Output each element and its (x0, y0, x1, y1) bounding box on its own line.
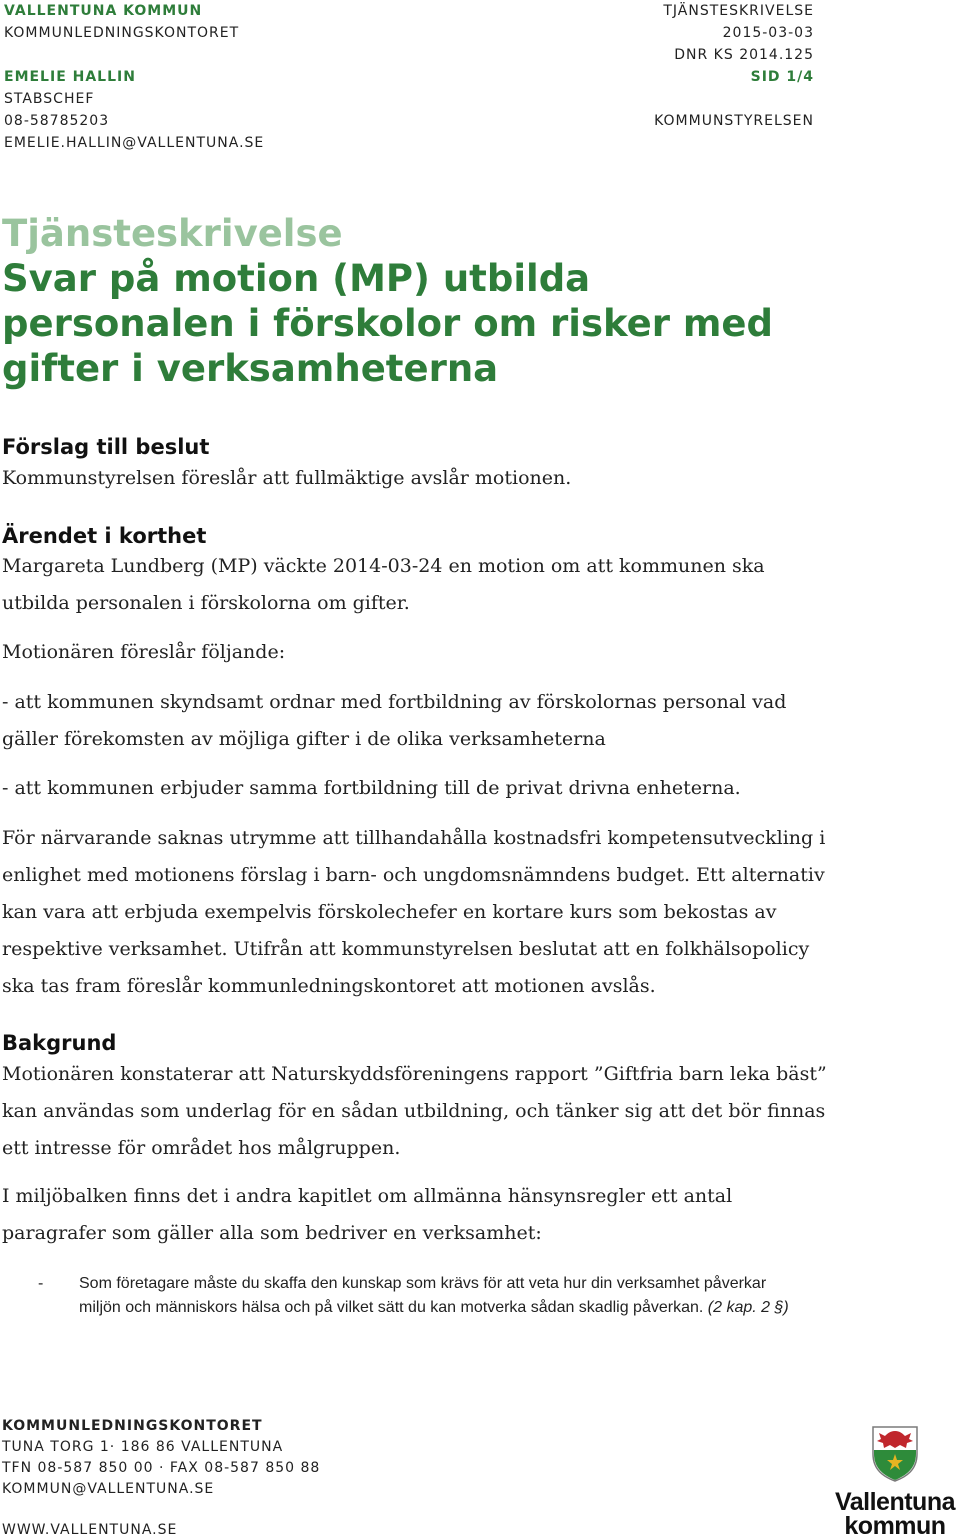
footer-address: TUNA TORG 1· 186 86 VALLENTUNA (2, 1439, 284, 1455)
forslag-text: Kommunstyrelsen föreslår att fullmäktige avslår motionen. (2, 467, 572, 489)
paragraph: I miljöbalken finns det i andra kapitlet om allmänna hänsynsregler ett antal paragrafer som gäller alla som bedriver en verksamhet: (2, 1185, 733, 1244)
title-line: personalen i förskolor om risker med (2, 302, 773, 345)
author-phone: 08-58785203 (4, 113, 110, 129)
section-heading-arendet: Ärendet i korthet (2, 524, 207, 548)
quote-text (79, 1272, 799, 1320)
paragraph: Motionären föreslår följande: (2, 641, 286, 663)
doc-type-heading: Tjänsteskrivelse (2, 212, 343, 255)
spacer (4, 44, 264, 66)
title-block (2, 212, 942, 391)
title-line: Svar på motion (MP) utbilda (2, 257, 591, 300)
doc-type-label: TJÄNSTESKRIVELSE (663, 3, 814, 19)
author-email: EMELIE.HALLIN@VALLENTUNA.SE (4, 135, 265, 151)
footer-contact (2, 1416, 320, 1500)
department: KOMMUNLEDNINGSKONTORET (4, 25, 240, 41)
title-line: gifter i verksamheterna (2, 347, 499, 390)
section-heading-bakgrund: Bakgrund (2, 1031, 117, 1055)
footer-website-link[interactable]: WWW.VALLENTUNA.SE (2, 1522, 178, 1538)
logo-line: Vallentuna (834, 1488, 956, 1516)
paragraph: Motionären konstaterar att Naturskyddsföreningens rapport ”Giftfria barn leka bäst” kan användas som underlag för en sådan utbildning, och tänker sig att det bör finnas ett intresse för området hos målgruppen. (2, 1063, 827, 1159)
page-number: SID 1/4 (750, 69, 814, 85)
section-heading-forslag: Förslag till beslut (2, 435, 210, 459)
org-name: VALLENTUNA KOMMUN (4, 3, 203, 19)
sender-block (4, 0, 264, 154)
document-meta (654, 0, 814, 132)
doc-date: 2015-03-03 (722, 25, 814, 41)
author-name: EMELIE HALLIN (4, 69, 136, 85)
doc-dnr: DNR KS 2014.125 (674, 47, 814, 63)
page-title (2, 256, 802, 391)
paragraph: - att kommunen erbjuder samma fortbildning till de privat drivna enheterna. (2, 777, 741, 799)
footer-department: KOMMUNLEDNINGSKONTORET (2, 1418, 263, 1434)
logo-wordmark (832, 1490, 958, 1538)
footer-email[interactable]: KOMMUN@VALLENTUNA.SE (2, 1481, 215, 1497)
paragraph: Margareta Lundberg (MP) väckte 2014-03-24 en motion om att kommunen ska utbilda personalen i förskolorna om gifter. (2, 555, 765, 614)
vallentuna-logo (832, 1424, 958, 1540)
author-title: STABSCHEF (4, 91, 95, 107)
footer-phone-fax: TFN 08-587 850 00 · FAX 08-587 850 88 (2, 1460, 321, 1476)
paragraph: För närvarande saknas utrymme att tillhandahålla kostnadsfri kompetensutveckling i enlighet med motionens förslag i barn- och ungdomsnämndens budget. Ett alternativ kan vara att erbjuda exempelvis förskolechefer en kortare kurs som bekostas av respektive verksamhet. Utifrån att kommunstyrelsen beslutat att en folkhälsopolicy ska tas fram föreslår kommunledningskontoret att motionen avslås. (2, 827, 826, 997)
recipient: KOMMUNSTYRELSEN (654, 113, 814, 129)
quote-reference: (2 kap. 2 §) (707, 1299, 789, 1316)
logo-line: kommun (844, 1512, 946, 1540)
spacer (654, 88, 814, 110)
paragraph: - att kommunen skyndsamt ordnar med fortbildning av förskolornas personal vad gäller förekomsten av möjliga gifter i de olika verksamheterna (2, 691, 787, 750)
coat-of-arms-icon (870, 1424, 920, 1482)
quote-body: Som företagare måste du skaffa den kunskap som krävs för att veta hur din verksamhet påverkar miljön och människors hälsa och på vilket sätt du kan motverka sådan skadlig påverkan. (79, 1275, 767, 1316)
list-bullet: - (38, 1275, 44, 1292)
